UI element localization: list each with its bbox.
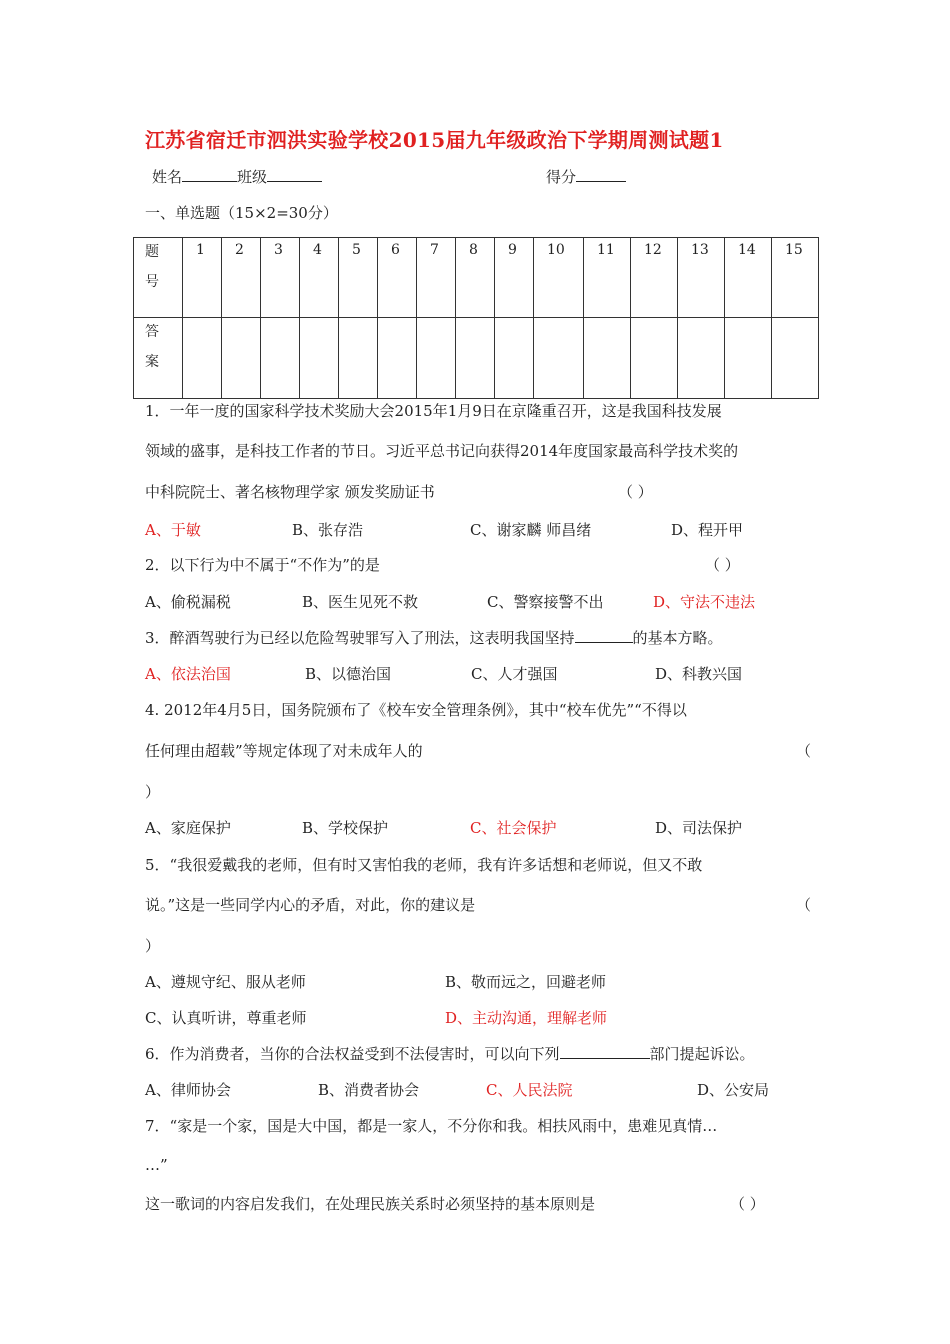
q3-option-a: A、依法治国 (145, 665, 231, 683)
q6-option-b: B、消费者协会 (318, 1081, 420, 1099)
answer-cell[interactable] (261, 318, 300, 399)
q5-option-a: A、遵规守纪、服从老师 (145, 973, 306, 991)
q4-option-b: B、学校保护 (302, 819, 389, 837)
score-label: 得分 (546, 168, 577, 186)
q6-blank (560, 1044, 650, 1059)
answer-cell[interactable] (300, 318, 339, 399)
q4-line1: 4. 2012年4月5日，国务院颁布了《校车安全管理条例》，其中“校车优先”“不得以 (145, 701, 687, 719)
question-number-row (134, 238, 819, 318)
q2-option-b: B、医生见死不救 (302, 593, 419, 611)
answer-cell[interactable] (495, 318, 534, 399)
q4-line2: 任何理由超载”等规定体现了对未成年人的 (145, 742, 423, 760)
table-cell: 11 (584, 238, 631, 318)
table-cell: 10 (534, 238, 584, 318)
answer-cell[interactable] (772, 318, 819, 399)
answer-cell[interactable] (631, 318, 678, 399)
table-cell: 2 (222, 238, 261, 318)
q1-option-a: A、于敏 (145, 521, 201, 539)
q3-option-b: B、以德治国 (305, 665, 392, 683)
table-cell: 13 (678, 238, 725, 318)
section-heading: 一、单选题（15×2=30分） (145, 204, 338, 222)
q3-blank (575, 628, 633, 643)
answer-table (133, 237, 819, 399)
table-cell: 14 (725, 238, 772, 318)
q4-option-d: D、司法保护 (655, 819, 743, 837)
table-cell: 6 (378, 238, 417, 318)
table-cell: 1 (183, 238, 222, 318)
q5-line1: 5．“我很爱戴我的老师，但有时又害怕我的老师，我有许多话想和老师说，但又不敢 (145, 856, 703, 874)
name-blank[interactable] (182, 167, 237, 182)
q5-line2: 说。”这是一些同学内心的矛盾，对此，你的建议是 (145, 896, 476, 914)
row-label-answer: 答 案 (134, 318, 183, 399)
q6-line1 (145, 1044, 755, 1064)
q7-line3: 这一歌词的内容启发我们，在处理民族关系时必须坚持的基本原则是 (145, 1195, 596, 1213)
q7-line2: …” (145, 1156, 168, 1174)
answer-cell[interactable] (534, 318, 584, 399)
q5-option-d: D、主动沟通，理解老师 (445, 1009, 608, 1027)
score-blank[interactable] (576, 167, 626, 182)
q1-option-b: B、张存浩 (292, 521, 364, 539)
table-cell: 7 (417, 238, 456, 318)
q2-option-a: A、偷税漏税 (145, 593, 231, 611)
q4-option-a: A、家庭保护 (145, 819, 231, 837)
q4-option-c: C、社会保护 (470, 819, 557, 837)
table-cell: 3 (261, 238, 300, 318)
score-field (546, 167, 626, 187)
name-label: 姓名 (152, 168, 183, 186)
q7-line1: 7．“家是一个家，国是大中国，都是一家人，不分你和我。相扶风雨中，患难见真情… (145, 1117, 718, 1135)
table-cell: 4 (300, 238, 339, 318)
q6-text-a: 6．作为消费者，当你的合法权益受到不法侵害时，可以向下列 (145, 1045, 560, 1063)
q1-line3: 中科院院士、著名核物理学家 颁发奖励证书 (145, 483, 435, 501)
q2-paren: （ ） (705, 556, 740, 574)
q2-option-c: C、警察接警不出 (487, 593, 604, 611)
q5-option-c: C、认真听讲，尊重老师 (145, 1009, 307, 1027)
q2-line1: 2．以下行为中不属于“不作为”的是 (145, 556, 380, 574)
q7-paren: （ ） (730, 1195, 765, 1213)
q1-line1: 1．一年一度的国家科学技术奖励大会2015年1月9日在京隆重召开，这是我国科技发展 (145, 402, 722, 420)
answer-row (134, 318, 819, 399)
answer-cell[interactable] (678, 318, 725, 399)
table-cell: 15 (772, 238, 819, 318)
class-label: 班级 (237, 168, 268, 186)
q3-text-b: 的基本方略。 (632, 629, 723, 647)
q4-paren-close: ） (145, 783, 161, 801)
answer-cell[interactable] (339, 318, 378, 399)
q6-option-d: D、公安局 (697, 1081, 770, 1099)
answer-cell[interactable] (222, 318, 261, 399)
answer-cell[interactable] (456, 318, 495, 399)
q6-option-c: C、人民法院 (486, 1081, 573, 1099)
q1-line2: 领域的盛事，是科技工作者的节日。习近平总书记向获得2014年度国家最高科学技术奖的 (145, 442, 739, 460)
q2-option-d: D、守法不违法 (653, 593, 756, 611)
q6-text-b: 部门提起诉讼。 (649, 1045, 755, 1063)
row-label-number: 题 号 (134, 238, 183, 318)
q3-option-d: D、科教兴国 (655, 665, 743, 683)
answer-cell[interactable] (584, 318, 631, 399)
q5-paren-open: （ (796, 896, 812, 914)
q6-option-a: A、律师协会 (145, 1081, 231, 1099)
name-field (152, 167, 322, 187)
table-cell: 5 (339, 238, 378, 318)
page-title: 江苏省宿迁市泗洪实验学校2015届九年级政治下学期周测试题1 (145, 128, 724, 152)
q5-paren-close: ） (145, 937, 161, 955)
q1-option-c: C、谢家麟 师昌绪 (470, 521, 592, 539)
q1-option-d: D、程开甲 (671, 521, 744, 539)
q3-text-a: 3．醉酒驾驶行为已经以危险驾驶罪写入了刑法，这表明我国坚持 (145, 629, 575, 647)
class-blank[interactable] (267, 167, 322, 182)
answer-cell[interactable] (183, 318, 222, 399)
q4-paren-open: （ (796, 742, 812, 760)
table-cell: 9 (495, 238, 534, 318)
answer-cell[interactable] (417, 318, 456, 399)
q3-line1 (145, 628, 723, 648)
table-cell: 12 (631, 238, 678, 318)
table-cell: 8 (456, 238, 495, 318)
q3-option-c: C、人才强国 (471, 665, 558, 683)
answer-cell[interactable] (378, 318, 417, 399)
answer-cell[interactable] (725, 318, 772, 399)
q1-paren: （ ） (618, 483, 653, 501)
q5-option-b: B、敬而远之，回避老师 (445, 973, 607, 991)
